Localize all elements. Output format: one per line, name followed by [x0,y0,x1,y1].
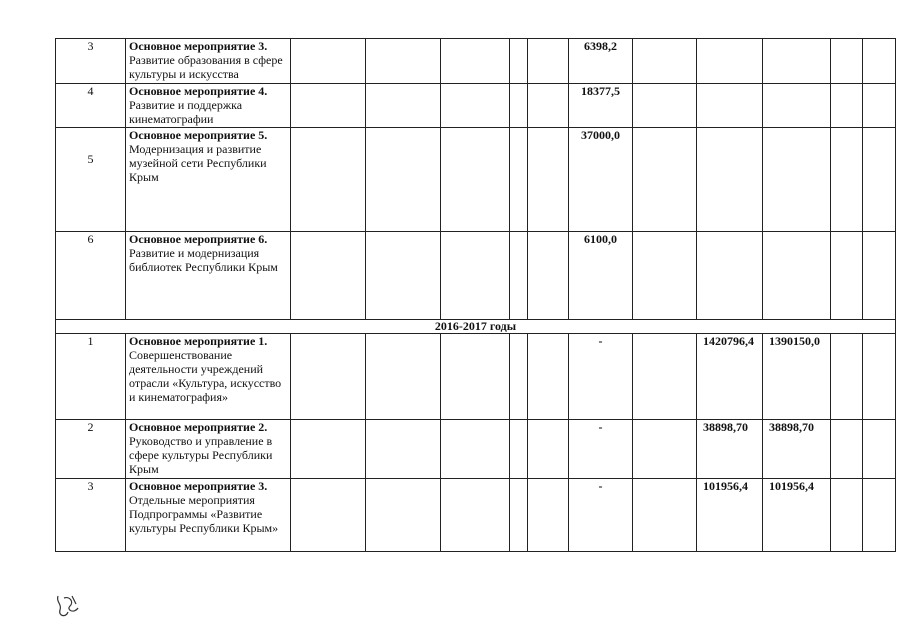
activity-title: Основное мероприятие 3. [129,479,268,494]
activity-desc: Руководство и управление в сфере культуры Республики Крым [129,434,273,477]
amount-cell: 6100,0 [569,232,633,320]
activity-cell [126,420,291,479]
amount-cell: 1390150,0 [763,334,831,420]
row-number: 3 [56,479,126,552]
amount-cell: 101956,4 [763,479,831,552]
row-number: 5 [56,128,126,232]
amount-cell: 1420796,4 [697,334,763,420]
activity-desc: Развитие и модернизация библиотек Республики Крым [129,246,278,275]
section-row [56,320,896,334]
amount-cell: 101956,4 [697,479,763,552]
activity-title: Основное мероприятие 1. [129,334,268,349]
table-row [56,128,896,232]
table-row [56,232,896,320]
section-title: 2016-2017 годы [56,320,896,334]
activity-title: Основное мероприятие 5. [129,128,268,143]
amount-cell: - [569,479,633,552]
activity-desc: Развитие и поддержка кинематографии [129,97,243,126]
amount-cell: - [569,420,633,479]
amount-cell: - [569,334,633,420]
activity-desc: Отдельные мероприятия Подпрограммы «Развитие культуры Республики Крым» [129,492,279,535]
row-number: 4 [56,83,126,128]
table-row [56,334,896,420]
amount-cell: 38898,70 [763,420,831,479]
row-number: 6 [56,232,126,320]
amount-cell: 37000,0 [569,128,633,232]
activity-cell [126,232,291,320]
table-row [56,479,896,552]
activity-title: Основное мероприятие 4. [129,83,268,98]
row-number: 2 [56,420,126,479]
activity-desc: Совершенствование деятельности учреждений отрасли «Культура, искусство и кинематография» [129,348,282,405]
activity-desc: Развитие образования в сфере культуры и искусства [129,52,283,81]
document-page [55,38,875,552]
activity-cell [126,334,291,420]
row-number: 1 [56,334,126,420]
table-row [56,83,896,128]
amount-cell: 6398,2 [569,39,633,84]
amount-cell: 18377,5 [569,83,633,128]
handwritten-signature [52,592,82,620]
activity-cell [126,39,291,84]
program-table [55,38,896,552]
activity-desc: Модернизация и развитие музейной сети Республики Крым [129,142,267,185]
activity-title: Основное мероприятие 2. [129,420,268,435]
row-number: 3 [56,39,126,84]
table-row [56,420,896,479]
amount-cell: 38898,70 [697,420,763,479]
activity-cell [126,83,291,128]
table-row [56,39,896,84]
activity-cell [126,128,291,232]
activity-title: Основное мероприятие 6. [129,232,268,247]
activity-title: Основное мероприятие 3. [129,39,268,53]
activity-cell [126,479,291,552]
